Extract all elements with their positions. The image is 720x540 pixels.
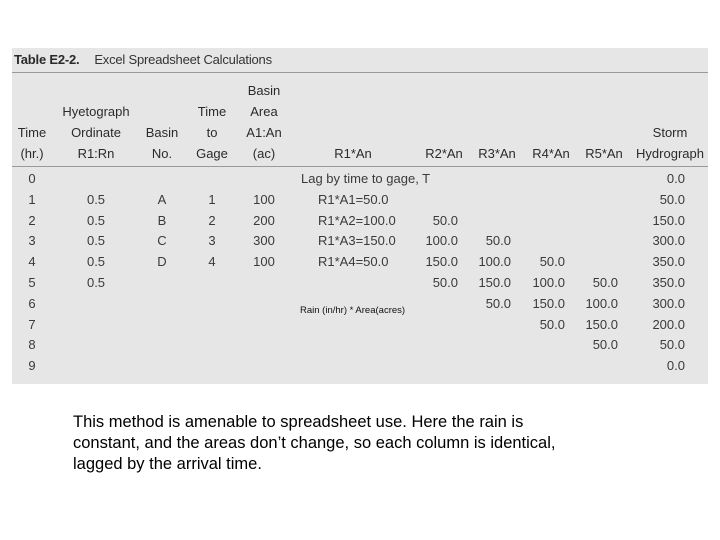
cell-area: 200 xyxy=(253,212,275,228)
cell-r3: 50.0 xyxy=(485,233,511,249)
cell-r1: R1*A4=50.0 xyxy=(318,254,389,270)
cell-area: 300 xyxy=(253,233,275,249)
cell-gage: 3 xyxy=(208,233,216,249)
annotation-label: Rain (in/hr) * Area(acres) xyxy=(300,305,406,316)
cell-time: 9 xyxy=(28,358,36,374)
cell-rain: 0.5 xyxy=(86,254,106,270)
cell-r1: R1*A2=100.0 xyxy=(318,212,396,228)
cell-gage: 4 xyxy=(208,254,216,270)
cell-r4: 150.0 xyxy=(532,295,565,311)
cell-r2: 50.0 xyxy=(432,212,458,228)
cell-basin: D xyxy=(157,254,167,270)
cell-r5: 50.0 xyxy=(592,337,618,353)
cell-basin: B xyxy=(157,212,167,228)
cell-area: 100 xyxy=(253,254,275,270)
cell-r2: 100.0 xyxy=(425,233,458,249)
lag-note: Lag by time to gage, T xyxy=(301,171,431,186)
cell-storm: 350.0 xyxy=(652,275,685,290)
column-header-r4: R4*An xyxy=(532,146,570,161)
cell-time: 3 xyxy=(28,233,36,249)
cell-storm: 300.0 xyxy=(652,233,685,249)
cell-storm: 0.0 xyxy=(666,171,685,186)
cell-rain: 0.5 xyxy=(86,212,106,228)
cell-r1: R1*A3=150.0 xyxy=(318,233,396,249)
cell-time: 8 xyxy=(28,337,36,353)
cell-r4: 50.0 xyxy=(539,254,565,270)
cell-area: 100 xyxy=(253,191,275,207)
cell-r5: 50.0 xyxy=(592,275,618,290)
cell-r3: 100.0 xyxy=(478,254,511,270)
column-header-basin-no: Basin No. xyxy=(145,125,179,161)
column-header-time: Time (hr.) xyxy=(17,125,47,161)
cell-time: 6 xyxy=(28,295,36,311)
cell-gage: 2 xyxy=(208,212,216,228)
cell-r1: R1*A1=50.0 xyxy=(318,191,389,207)
cell-rain: 0.5 xyxy=(86,233,106,249)
table-number: Table E2-2. xyxy=(14,52,80,67)
caption-text: This method is amenable to spreadsheet use. Here the rain is constant, and the areas don’t change, so each column is identical, lagged by the arrival time. xyxy=(73,413,556,473)
column-header-r3: R3*An xyxy=(478,146,516,161)
cell-storm: 50.0 xyxy=(659,191,685,207)
cell-time: 1 xyxy=(28,191,36,207)
cell-r3: 150.0 xyxy=(478,275,511,290)
cell-basin: A xyxy=(157,191,167,207)
cell-time: 7 xyxy=(28,316,36,332)
cell-rain: 0.5 xyxy=(86,275,106,290)
column-header-r2: R2*An xyxy=(425,146,463,161)
cell-r3: 50.0 xyxy=(485,295,511,311)
column-header-storm: Storm Hydrograph xyxy=(636,125,704,161)
cell-r5: 100.0 xyxy=(585,295,618,311)
cell-storm: 300.0 xyxy=(652,295,685,311)
column-header-time-to-gage: Time to Gage xyxy=(196,104,228,161)
cell-time: 2 xyxy=(28,212,36,228)
column-header-basin-area: Basin Area A1:An (ac) xyxy=(246,83,282,161)
cell-storm: 50.0 xyxy=(659,337,685,353)
table-header-rule xyxy=(12,166,708,167)
cell-r2: 150.0 xyxy=(425,254,458,270)
cell-rain: 0.5 xyxy=(86,191,106,207)
cell-r5: 150.0 xyxy=(585,316,618,332)
cell-storm: 350.0 xyxy=(652,254,685,270)
column-header-r1: R1*An xyxy=(334,146,372,161)
cell-r4: 100.0 xyxy=(532,275,565,290)
cell-r2: 50.0 xyxy=(432,275,458,290)
cell-time: 0 xyxy=(28,171,36,186)
column-header-hyetograph: Hyetograph Ordinate R1:Rn xyxy=(62,104,130,161)
table-title xyxy=(14,52,272,67)
cell-r4: 50.0 xyxy=(539,316,565,332)
cell-time: 5 xyxy=(28,275,36,290)
cell-time: 4 xyxy=(28,254,36,270)
table-top-rule xyxy=(12,72,708,73)
cell-storm: 0.0 xyxy=(666,358,685,374)
spreadsheet-table-image xyxy=(12,48,708,384)
cell-gage: 1 xyxy=(208,191,216,207)
cell-storm: 150.0 xyxy=(652,212,685,228)
cell-storm: 200.0 xyxy=(652,316,685,332)
cell-basin: C xyxy=(157,233,167,249)
table-title-text: Excel Spreadsheet Calculations xyxy=(94,52,272,67)
column-header-r5: R5*An xyxy=(585,146,623,161)
